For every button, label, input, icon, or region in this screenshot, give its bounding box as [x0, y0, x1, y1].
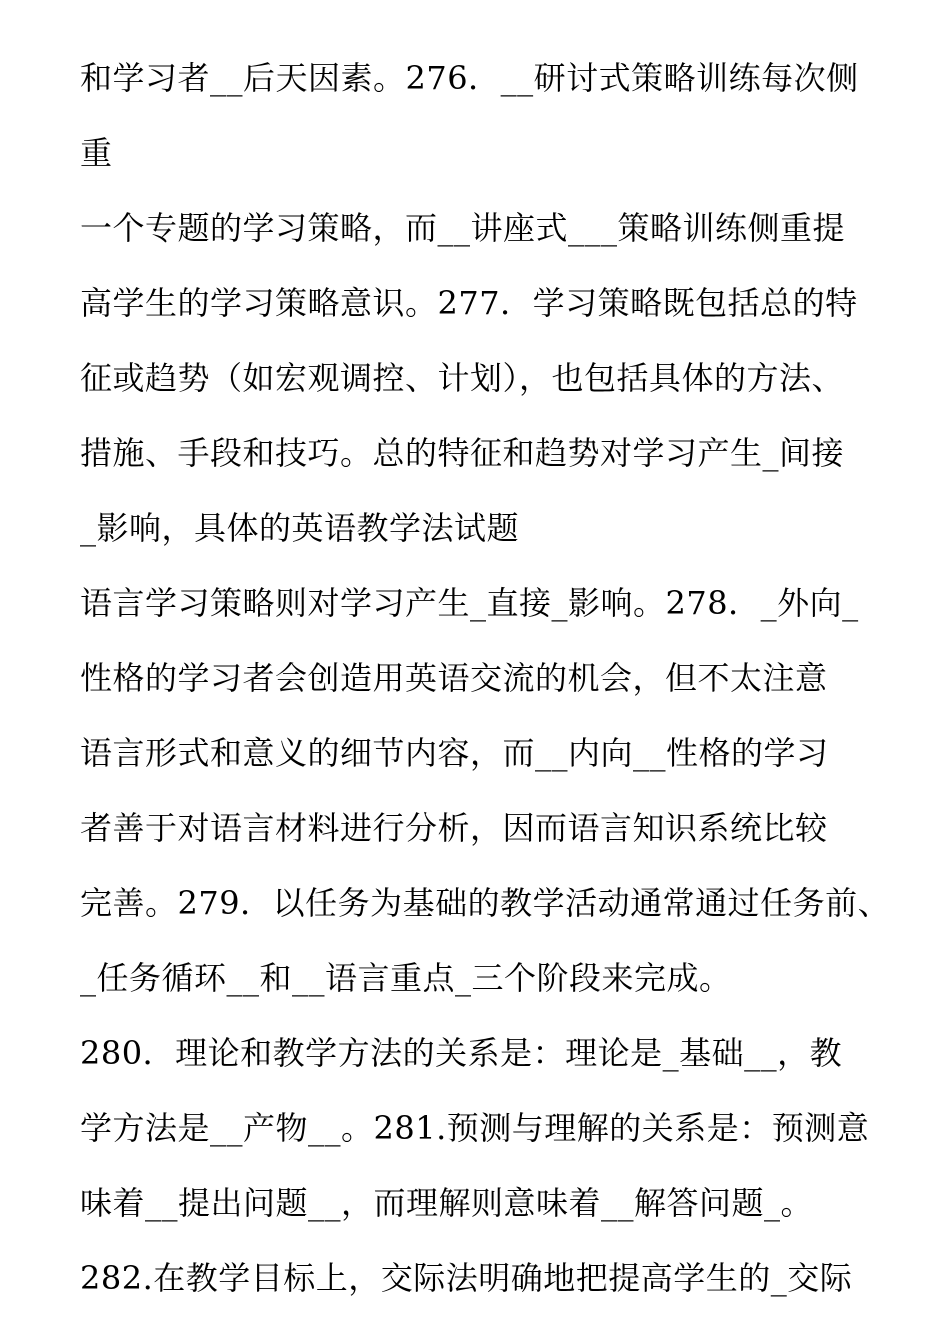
text-line-15: 学方法是__产物__。281.预测与理解的关系是：预测意	[80, 1109, 870, 1147]
text-line-6: 措施、手段和技巧。总的特征和趋势对学习产生_间接	[80, 434, 845, 472]
text-line-5: 征或趋势（如宏观调控、计划），也包括具体的方法、	[80, 359, 845, 397]
text-line-9: 性格的学习者会创造用英语交流的机会，但不太注意	[80, 659, 828, 697]
text-line-16: 味着__提出问题__，而理解则意味着__解答问题_。	[80, 1184, 814, 1222]
text-line-12: 完善。279．以任务为基础的教学活动通常通过任务前、	[80, 884, 891, 922]
text-line-13: _任务循环__和__语言重点_三个阶段来完成。	[80, 959, 732, 997]
text-line-11: 者善于对语言材料进行分析，因而语言知识系统比较	[80, 809, 828, 847]
text-line-10: 语言形式和意义的细节内容，而__内向__性格的学习	[80, 734, 829, 772]
text-line-4: 高学生的学习策略意识。277．学习策略既包括总的特	[80, 284, 858, 322]
text-line-14: 280．理论和教学方法的关系是：理论是_基础__，教	[80, 1034, 843, 1072]
text-line-8: 语言学习策略则对学习产生_直接_影响。278．_外向_	[80, 584, 859, 622]
text-line-1: 和学习者__后天因素。276．__研讨式策略训练每次侧	[80, 59, 859, 97]
text-line-2: 重	[80, 134, 113, 172]
text-line-3: 一个专题的学习策略，而__讲座式___策略训练侧重提	[80, 209, 846, 247]
text-line-17: 282.在教学目标上，交际法明确地把提高学生的_交际	[80, 1259, 853, 1297]
text-line-7: _影响，具体的英语教学法试题	[80, 509, 520, 547]
